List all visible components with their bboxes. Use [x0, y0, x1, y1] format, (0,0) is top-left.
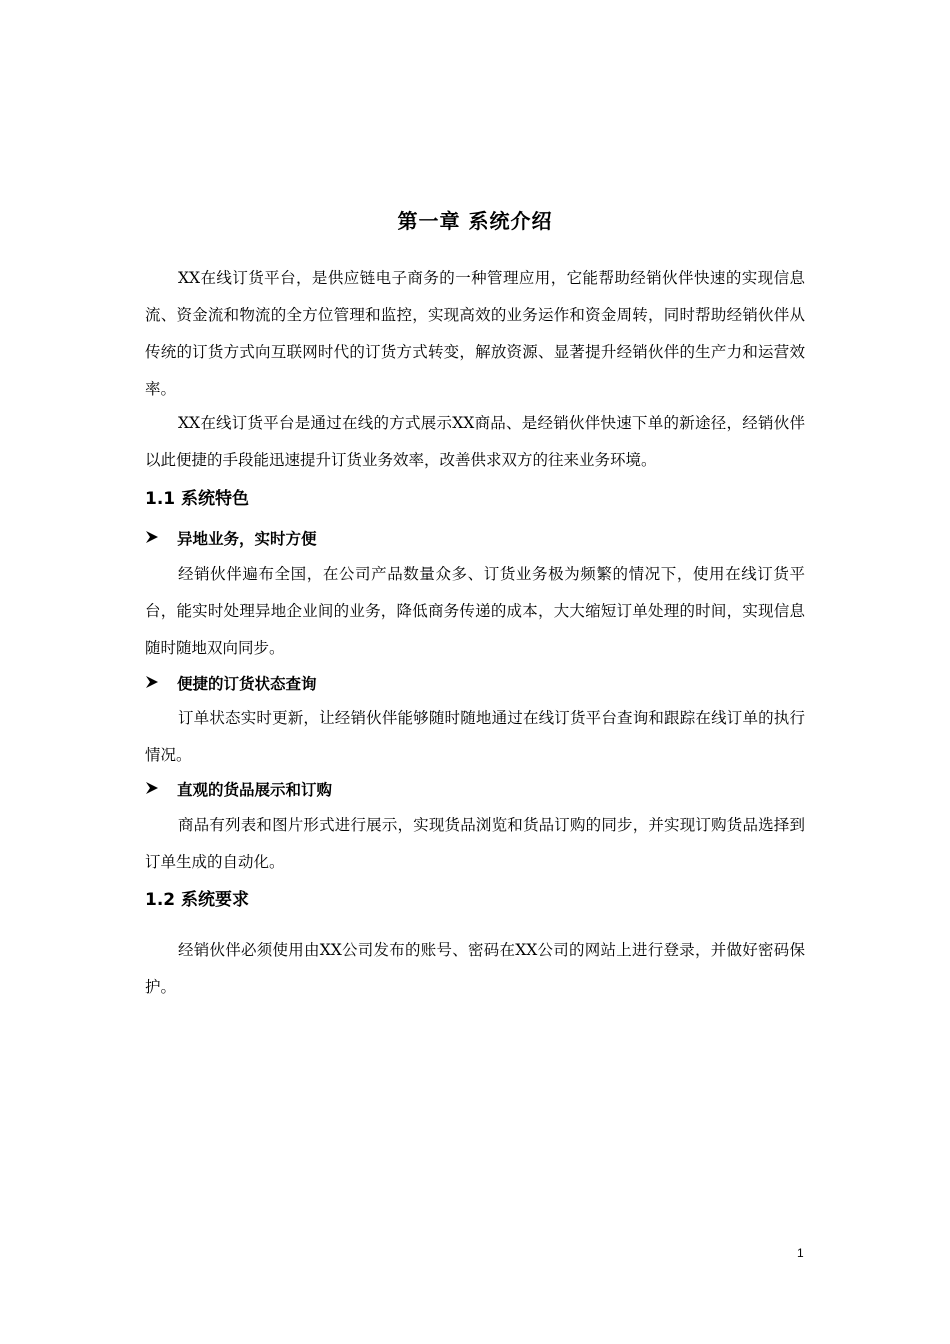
feature-title: 便捷的订货状态查询: [177, 675, 317, 693]
chapter-title: 第一章 系统介绍: [397, 209, 553, 233]
page-number: 1: [797, 1246, 804, 1260]
feature-title: 直观的货品展示和订购: [177, 781, 333, 799]
feature-description: 商品有列表和图片形式进行展示，实现货品浏览和货品订购的同步，并实现订购货品选择到订单生成的自动化。: [145, 816, 805, 871]
feature-description: 订单状态实时更新，让经销伙伴能够随时随地通过在线订货平台查询和跟踪在线订单的执行情况。: [145, 709, 805, 764]
intro-paragraph-1: XX在线订货平台，是供应链电子商务的一种管理应用，它能帮助经销伙伴快速的实现信息流、资金流和物流的全方位管理和监控，实现高效的业务运作和资金周转，同时帮助经销伙伴从传统的订货方式向互联网时代的订货方式转变，解放资源、显著提升经销伙伴的生产力和运营效率。: [145, 269, 805, 398]
section-heading-1-1: 1.1 系统特色: [145, 489, 250, 509]
section-heading-1-2: 1.2 系统要求: [145, 890, 250, 910]
requirements-paragraph: 经销伙伴必须使用由XX公司发布的账号、密码在XX公司的网站上进行登录，并做好密码保护。: [145, 941, 805, 996]
arrow-bullet-icon: [145, 675, 159, 689]
arrow-bullet-icon: [145, 781, 159, 795]
intro-paragraph-2: XX在线订货平台是通过在线的方式展示XX商品、是经销伙伴快速下单的新途径，经销伙伴以此便捷的手段能迅速提升订货业务效率，改善供求双方的往来业务环境。: [145, 414, 805, 469]
feature-description: 经销伙伴遍布全国，在公司产品数量众多、订货业务极为频繁的情况下，使用在线订货平台，能实时处理异地企业间的业务，降低商务传递的成本，大大缩短订单处理的时间，实现信息随时随地双向同步。: [145, 565, 805, 657]
arrow-bullet-icon: [145, 530, 159, 544]
feature-title: 异地业务，实时方便: [177, 530, 317, 548]
